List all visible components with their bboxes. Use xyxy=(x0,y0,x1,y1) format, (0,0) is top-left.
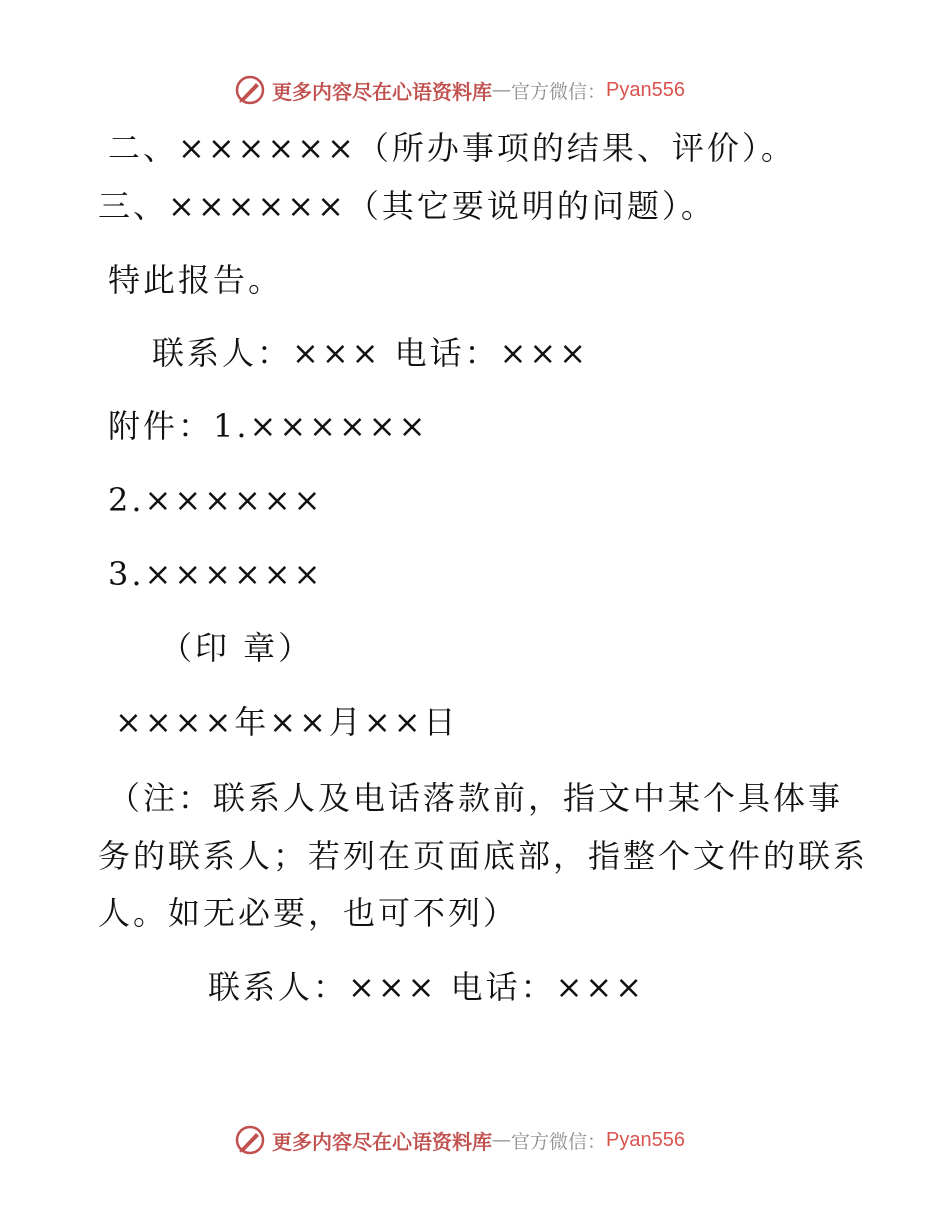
contact-line: 联系人：××× 电话：××× xyxy=(152,334,590,372)
banner-dash: — xyxy=(492,1129,511,1151)
note-line-1: （注：联系人及电话落款前，指文中某个具体事 xyxy=(108,779,844,817)
item-two: 二、××××××（所办事项的结果、评价）。 xyxy=(108,129,796,167)
banner-wechat-label: 官方微信： xyxy=(511,80,607,103)
item-three: 三、××××××（其它要说明的问题）。 xyxy=(98,187,716,225)
attachment-1: 附件：1.×××××× xyxy=(108,407,429,445)
watermark-banner-top xyxy=(234,73,685,107)
contact-line-bottom: 联系人：××× 电话：××× xyxy=(208,968,646,1006)
banner-wechat-account: Pyan556 xyxy=(606,78,685,101)
banner-dash: — xyxy=(492,79,511,101)
date-line: ××××年××月××日 xyxy=(115,703,459,741)
banner-wechat-label: 官方微信： xyxy=(511,1130,607,1153)
banner-slogan: 更多内容尽在心语资料库 xyxy=(272,1129,492,1154)
note-line-3: 人。如无必要，也可不列） xyxy=(98,894,519,932)
watermark-banner-bottom xyxy=(234,1123,685,1157)
quill-pen-logo-icon xyxy=(234,74,266,106)
attachment-3: 3.×××××× xyxy=(108,555,324,593)
closing-line: 特此报告。 xyxy=(108,261,284,299)
attachment-2: 2.×××××× xyxy=(108,481,324,519)
banner-wechat-account: Pyan556 xyxy=(606,1128,685,1151)
quill-pen-logo-icon xyxy=(234,1124,266,1156)
banner-slogan: 更多内容尽在心语资料库 xyxy=(272,79,492,104)
seal-line: （印 章） xyxy=(160,629,314,667)
note-line-2: 务的联系人；若列在页面底部，指整个文件的联系 xyxy=(98,837,869,875)
